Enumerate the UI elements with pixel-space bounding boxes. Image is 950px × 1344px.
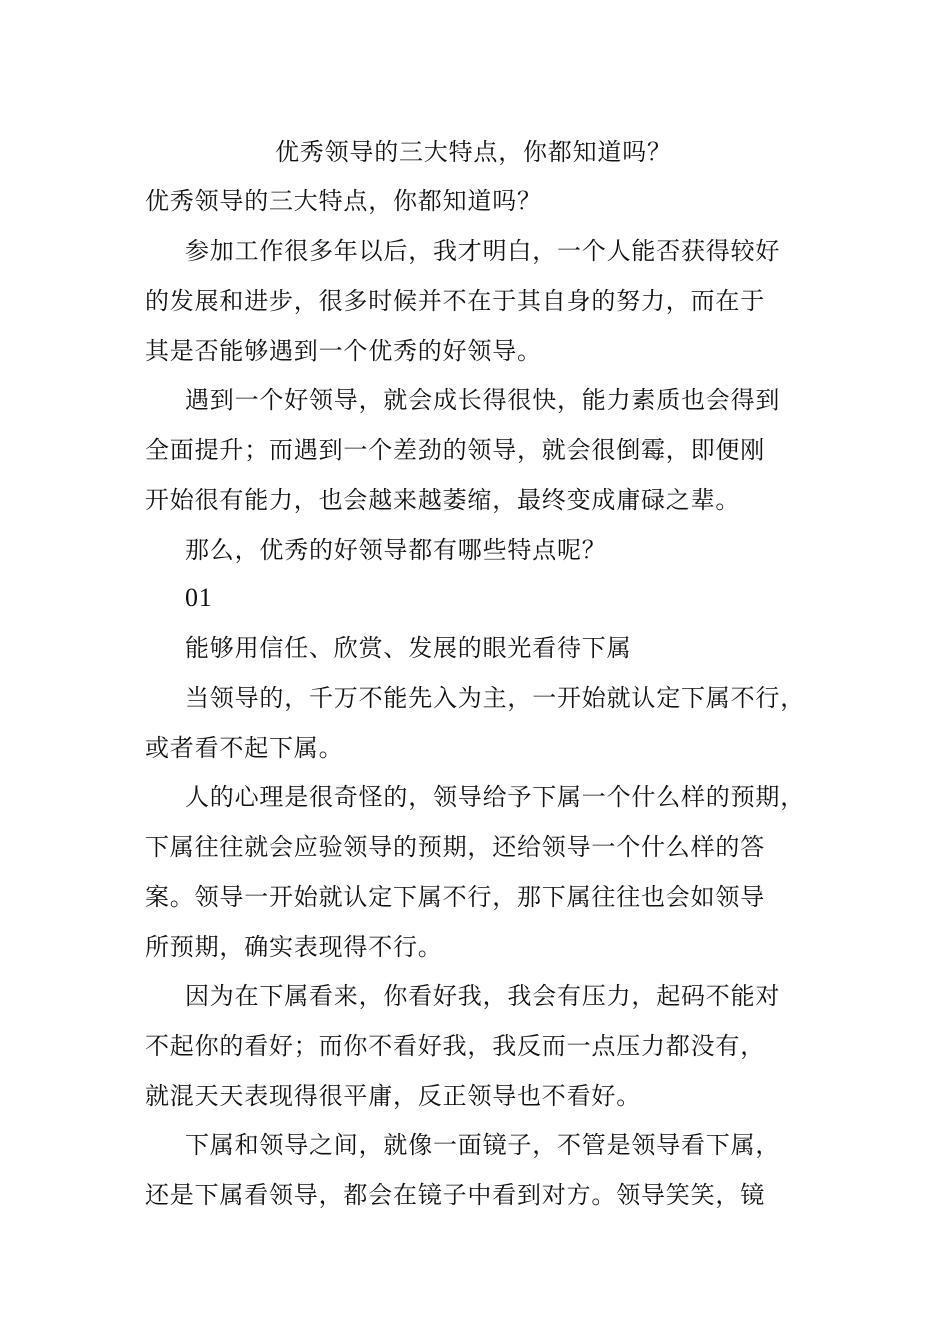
body-line: 所预期，确实表现得不行。 — [145, 933, 443, 961]
body-line: 参加工作很多年以后，我才明白，一个人能否获得较好 — [185, 237, 781, 265]
section-heading: 能够用信任、欣赏、发展的眼光看待下属 — [185, 634, 632, 662]
body-line: 就混天天表现得很平庸，反正领导也不看好。 — [145, 1082, 641, 1110]
body-line: 因为在下属看来，你看好我，我会有压力，起码不能对 — [185, 982, 781, 1010]
body-line: 不起你的看好；而你不看好我，我反而一点压力都没有， — [145, 1032, 765, 1060]
body-line: 下属和领导之间，就像一面镜子，不管是领导看下属， — [185, 1131, 781, 1159]
body-line: 全面提升；而遇到一个差劲的领导，就会很倒霉，即便刚 — [145, 436, 765, 464]
body-line: 案。领导一开始就认定下属不行，那下属往往也会如领导 — [145, 883, 765, 911]
body-line: 下属往往就会应验领导的预期，还给领导一个什么样的答 — [145, 833, 765, 861]
section-number: 01 — [185, 583, 213, 612]
body-line: 人的心理是很奇怪的，领导给予下属一个什么样的预期， — [185, 783, 805, 811]
body-line: 那么，优秀的好领导都有哪些特点呢？ — [185, 536, 607, 564]
body-line: 其是否能够遇到一个优秀的好领导。 — [145, 337, 542, 365]
document-subtitle: 优秀领导的三大特点，你都知道吗？ — [145, 187, 542, 215]
body-line: 或者看不起下属。 — [145, 734, 344, 762]
body-line: 还是下属看领导，都会在镜子中看到对方。领导笑笑，镜 — [145, 1181, 765, 1209]
body-line: 当领导的，千万不能先入为主，一开始就认定下属不行， — [185, 684, 805, 712]
body-line: 遇到一个好领导，就会成长得很快，能力素质也会得到 — [185, 386, 781, 414]
body-line: 的发展和进步，很多时候并不在于其自身的努力，而在于 — [145, 287, 765, 315]
body-line: 开始很有能力，也会越来越萎缩，最终变成庸碌之辈。 — [145, 486, 741, 514]
document-title: 优秀领导的三大特点，你都知道吗？ — [275, 138, 672, 166]
